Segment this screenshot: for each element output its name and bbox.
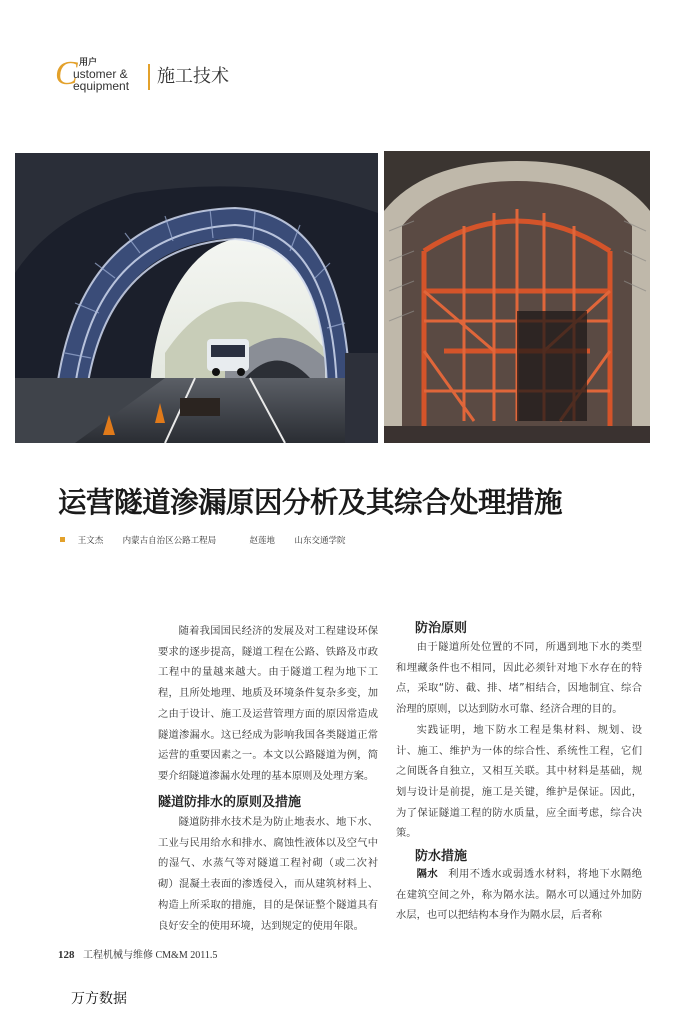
- body-paragraph: 利用不透水或弱透水材料，将地下水隔绝在建筑空间之外，称为隔水法。隔水可以通过外加防水层，也可以把结构本身作为隔水层，后者称: [396, 868, 643, 922]
- author-line: [60, 534, 345, 546]
- header-user-label: 用户: [79, 58, 98, 68]
- left-column: [158, 621, 378, 787]
- author-affiliation: 山东交通学院: [294, 536, 346, 546]
- header-english-line2: equipment: [73, 79, 130, 93]
- body-paragraph: 由于隧道所处位置的不同，所遇到地下水的类型和埋藏条件也不相同，因此必须针对地下水存在的特点，采取“防、截、排、堵”相结合，因地制宜、综合治理的原则，以达到防水可靠、经济合理的目的。: [396, 641, 642, 716]
- bullet-square-icon: [60, 537, 65, 542]
- right-column-body: [396, 864, 642, 926]
- section-heading: 防治原则: [415, 621, 468, 636]
- author-affiliation: 内蒙古自治区公路工程局: [122, 536, 217, 546]
- tunnel-canopy-photo: [15, 153, 378, 443]
- subsection-label: 隔水: [416, 868, 439, 880]
- body-paragraph: 隧道防排水技术是为防止地表水、地下水、工业与民用给水和排水、腐蚀性液体以及空气中的湿气、水蒸气等对隧道工程衬砌（或二次衬砌）混凝土表面的渗透侵入，而从建筑材料上、构造上所采取的措施，目的是保证整个隧道具有良好安全的使用环境，达到规定的使用年限。: [158, 816, 378, 932]
- section-title: 施工技术: [157, 66, 229, 87]
- header-divider: [148, 64, 150, 90]
- author-name: 赵莲地: [249, 536, 276, 546]
- tunnel-formwork-photo: [384, 151, 650, 443]
- intro-paragraph: 随着我国国民经济的发展及对工程建设环保要求的逐步提高，隧道工程在公路、铁路及市政工程中的量越来越大。由于隧道工程为地下工程，且所处地理、地质及环境条件复杂多变，加之由于设计、施工及运营管理方面的原因常造成隧道渗漏水。这已经成为影响我国各类隧道正常运营的重要因素之一。本文以公路隧道为例，简要介绍隧道渗漏水处理的基本原则及处理方案。: [158, 625, 378, 782]
- article-title: 运营隧道渗漏原因分析及其综合处理措施: [58, 485, 563, 519]
- author-name: 王文杰: [77, 536, 104, 546]
- page-footer: [58, 946, 217, 961]
- header-english-line1: ustomer &: [73, 67, 128, 81]
- section-heading: 隧道防排水的原则及措施: [158, 795, 302, 810]
- journal-name: 工程机械与维修 CM&M 2011.5: [83, 950, 218, 961]
- section-heading: 防水措施: [415, 849, 468, 864]
- watermark: 万方数据: [71, 991, 127, 1007]
- header-logo-letter: C: [55, 55, 78, 92]
- section-header: [55, 55, 295, 98]
- page-number: 128: [58, 949, 75, 961]
- body-paragraph: 实践证明，地下防水工程是集材料、规划、设计、施工、维护为一体的综合性、系统性工程，它们之间既各自独立，又相互关联。其中材料是基础，规划与设计是前提，施工是关键，维护是保证。因此，为了保证隧道工程的防水质量，应全面考虑，综合决策。: [396, 723, 642, 840]
- right-column: [396, 637, 642, 844]
- left-column-body: [158, 812, 378, 936]
